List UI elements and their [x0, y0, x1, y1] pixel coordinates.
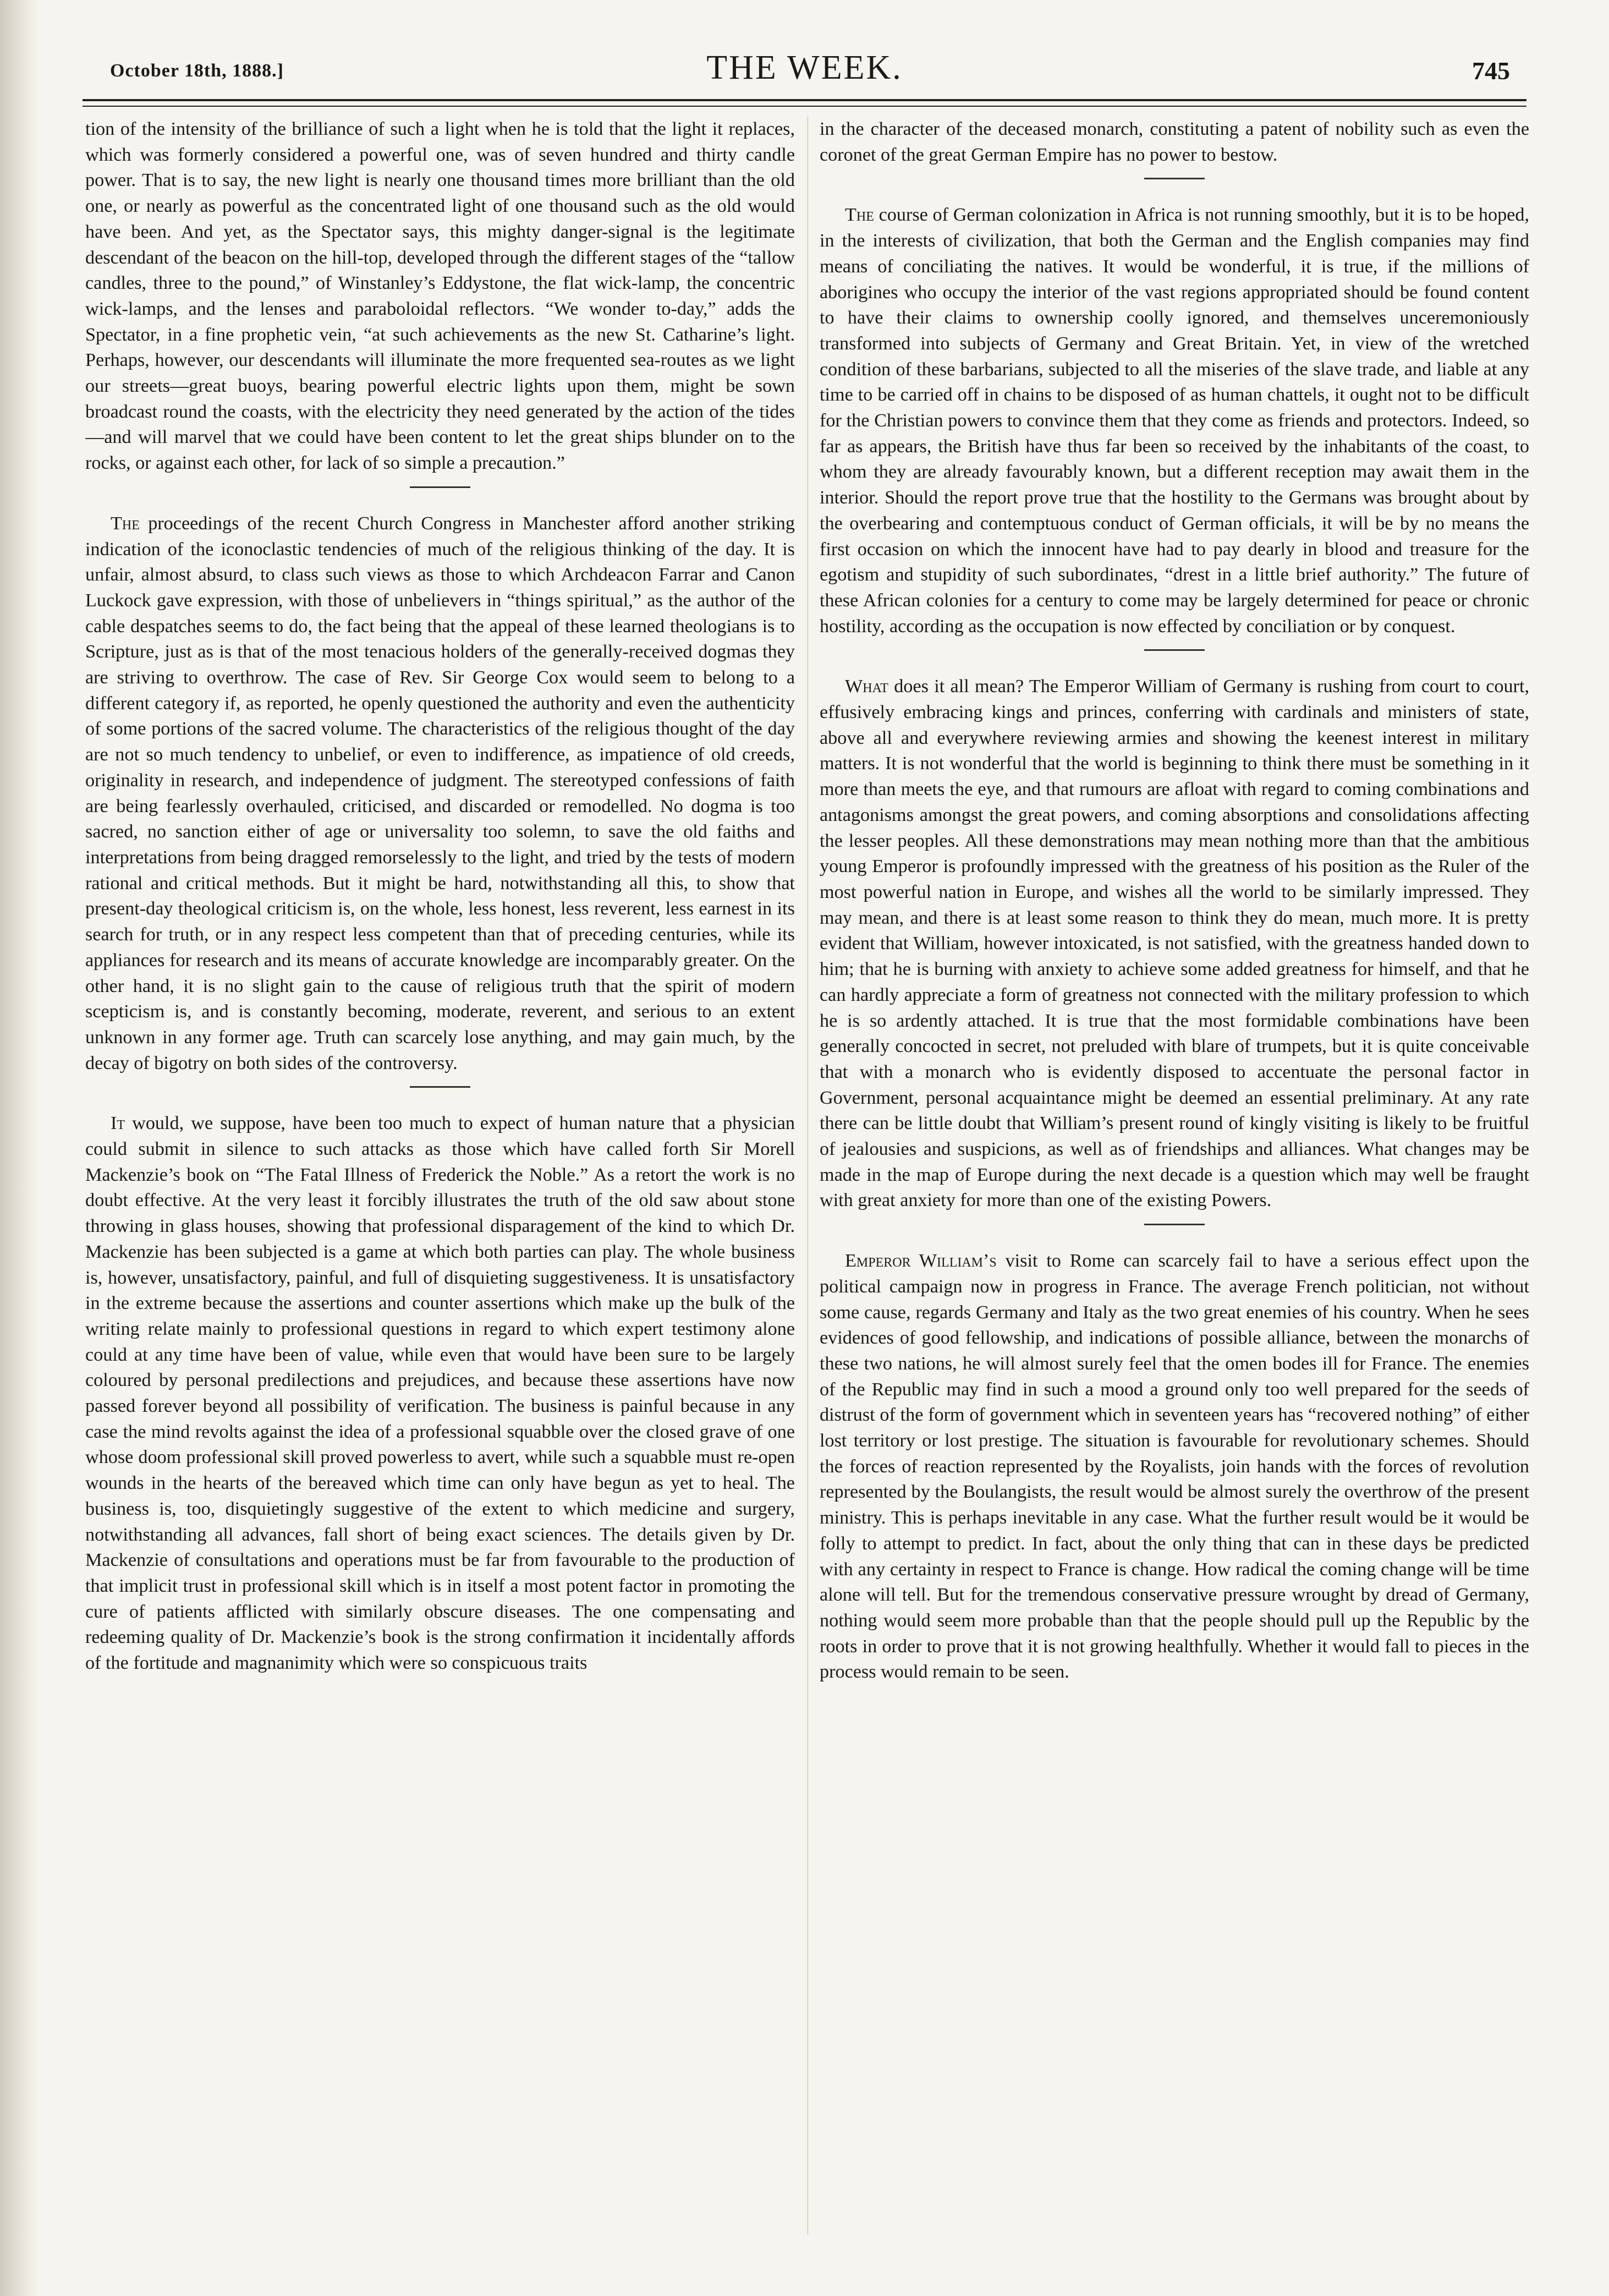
paragraph-body: would, we suppose, have been too much to expect of human nature that a physician could submit in silence to such attacks as those which have called forth Sir Morell Mackenzie’s book on “The Fatal Illness of Frederick the Noble.” As a retort the work is no doubt effective. At the very least it forcibly illustrates the truth of the old saw about stone throwing in glass houses, showing that professional disparagement of the kind to which Dr. Mackenzie has been subjected is a game at which both parties can play. The whole business is, however, unsatisfactory, painful, and full of disquieting suggestiveness. It is unsatisfactory in the extreme because the assertions and counter assertions which make up the bulk of the writing relate mainly to professional questions in regard to which expert testimony alone could at any time have been of value, while even that would have been sure to be largely coloured by personal predilections and prejudices, and because these assertions have now passed forever beyond all possibility of verification. The business is painful because in any case the mind revolts against the idea of a professional squabble over the closed grave of one whose doom professional skill proved powerless to avert, while such a squabble must re-open wounds in the hearts of the bereaved which time can only have begun as yet to heal. The business is, too, disquietingly suggestive of the extent to which medicine and surgery, notwithstanding all advances, fall short of being exact sciences. The details given by Dr. Mackenzie of consultations and operations must be far from favourable to the production of that implicit trust in professional skill which is in itself a most potent factor in promoting the cure of patients afflicted with similarly obscure diseases. The one compensating and redeeming quality of Dr. Mackenzie’s book is the strong confirmation it incidentally affords of the fortitude and magnanimity which were so conspicuous traits	[85, 1113, 795, 1674]
section-separator	[1144, 178, 1205, 179]
lead-word: What	[845, 676, 888, 697]
paragraph-mackenzie-book	[85, 1111, 795, 1676]
paragraph-german-colonization	[820, 202, 1529, 639]
lead-word: The	[111, 513, 140, 534]
paragraph-body: course of German colonization in Africa is not running smoothly, but it is to be hoped, in the interests of civilization, that both the German and the English companies may find means of conciliating the natives. It would be wonderful, it is true, if the millions of aborigines who occupy the interior of the vast regions appropriated should be found content to have their claims to ownership coolly ignored, and themselves unceremoniously transformed into subjects of Germany and Great Britain. Yet, in view of the wretched condition of these barbarians, subjected to all the miseries of the slave trade, and liable at any time to be carried off in chains to be disposed of as human chattels, it ought not to be difficult for the Christian powers to convince them that they come as friends and protectors. Indeed, so far as appears, the British have thus far been so received by the inhabitants of the coast, to whom they are already favourably known, but a different reception may await them in the interior. Should the report prove true that the hostility to the Germans was brought about by the overbearing and contemptuous conduct of German officials, it will be by no means the first occasion on which the innocent have had to pay dearly in blood and treasure for the egotism and stupidity of such subordinates, “drest in a little brief authority.” The future of these African colonies for a century to come may be largely determined for peace or chronic hostility, according as the occupation is now effected by conciliation or by conquest.	[820, 205, 1529, 637]
section-separator	[1144, 649, 1205, 651]
header-date: October 18th, 1888.]	[110, 61, 284, 81]
section-separator	[1144, 1224, 1205, 1225]
left-column	[85, 117, 795, 2240]
section-separator	[410, 1086, 470, 1088]
lead-word: The	[845, 205, 874, 226]
paragraph-emperor-william	[820, 674, 1529, 1214]
masthead-title: THE WEEK.	[706, 49, 903, 86]
page-number: 745	[1472, 57, 1510, 85]
paragraph-body: proceedings of the recent Church Congress in Manchester afford another striking indication of the iconoclastic tendencies of much of the religious thinking of the day. It is unfair, almost absurd, to class such views as those to which Archdeacon Farrar and Canon Luckock gave expression, with those of unbelievers in “things spiritual,” as the author of the cable despatches seems to do, the fact being that the appeal of these learned theologians is to Scripture, just as is that of the most tenacious holders of the generally-received dogmas they are striving to overthrow. The case of Rev. Sir George Cox would seem to belong to a different category if, as reported, he openly questioned the authority and even the authenticity of some portions of the sacred volume. The characteristics of the religious thought of the day are not so much tendency to unbelief, or even to indifference, as impatience of old creeds, originality in research, and independence of judgment. The stereotyped confessions of faith are being fearlessly overhauled, criticised, and discarded or remodelled. No dogma is too sacred, no sanction either of age or universality too solemn, to save the old faiths and interpretations from being dragged remorselessly to the light, and tried by the tests of modern rational and critical methods. But it might be hard, notwithstanding all this, to show that present-day theological criticism is, on the whole, less honest, less reverent, less earnest in its search for truth, or in any respect less competent than that of preceding centuries, while its appliances for research and its means of accurate knowledge are incomparably greater. On the other hand, it is no slight gain to the cause of religious truth that the spirit of modern scepticism is, and is constantly becoming, moderate, reverent, and serious to an extent unknown in any former age. Truth can scarcely lose anything, and may gain much, by the decay of bigotry on both sides of the controversy.	[85, 513, 795, 1073]
right-column	[820, 117, 1529, 2240]
page-header	[77, 48, 1532, 98]
page-spine-shadow	[0, 0, 39, 2296]
lead-word: Emperor William’s	[845, 1251, 997, 1272]
lead-word: It	[111, 1113, 125, 1134]
section-separator	[410, 486, 470, 488]
header-rule-thick	[83, 99, 1526, 101]
paragraph-lighthouse-continued: tion of the intensity of the brilliance of such a light when he is told that the light it replaces, which was formerly considered a powerful one, was of seven hundred and thirty candle power. That is to say, the new light is nearly one thousand times more brilliant than the old one, or nearly as powerful as the concentrated light of one thousand such as the old would have been. And yet, as the Spectator says, this mighty danger-signal is the legitimate descendant of the beacon on the hill-top, developed through the different stages of the “tallow candles, three to the pound,” of Winstanley’s Eddystone, the flat wick-lamp, the concentric wick-lamps, and the lenses and paraboloidal reflectors. “We wonder to-day,” adds the Spectator, in a fine prophetic vein, “at such achievements as the new St. Catharine’s light. Perhaps, however, our descendants will illuminate the more frequented sea-routes as we light our streets—great buoys, bearing powerful electric lights upon them, might be sown broadcast round the coasts, with the electricity they need generated by the action of the tides —and will marvel that we could have been content to let the great ships blunder on to the rocks, or against each other, for lack of so simple a precaution.”	[85, 119, 795, 474]
paragraph-rome-visit	[820, 1248, 1529, 1685]
header-rule-thin	[83, 106, 1526, 107]
paragraph-body: visit to Rome can scarcely fail to have a serious effect upon the political campaign now in progress in France. The average French politician, not without some cause, regards Germany and Italy as the two great enemies of his country. When he sees evidences of good fellowship, and indications of possible alliance, between the monarchs of these two nations, he will almost surely feel that the omen bodes ill for France. The enemies of the Republic may find in such a mood a ground only too well prepared for the seeds of distrust of the form of government which in seventeen years has “recovered nothing” of either lost territory or lost prestige. The situation is favourable for revolutionary schemes. Should the forces of reaction represented by the Royalists, join hands with the forces of revolution represented by the Boulangists, the result would be almost surely the overthrow of the present ministry. This is perhaps inevitable in any case. What the further result would be it would be folly to attempt to predict. In fact, about the only thing that can in these days be predicted with any certainty in respect to France is change. How radical the coming change will be time alone will tell. But for the tremendous conservative pressure wrought by dread of Germany, nothing would seem more probable than that the people should pull up the Republic by the roots in order to prove that it is not growing healthfully. Whether it would fall to pieces in the process would remain to be seen.	[820, 1251, 1529, 1683]
paragraph-mackenzie-continued: in the character of the deceased monarch, constituting a patent of nobility such as even the coronet of the great German Empire has no power to bestow.	[820, 119, 1529, 165]
paragraph-body: does it all mean? The Emperor William of Germany is rushing from court to court, effusively embracing kings and princes, conferring with cardinals and ministers of state, above all and everywhere reviewing armies and showing the keenest interest in military matters. It is not wonderful that the world is beginning to think there must be something in it more than meets the eye, and that rumours are afloat with regard to coming combinations and antagonisms amongst the great powers, and coming absorptions and consolidations affecting the lesser peoples. All these demonstrations may mean nothing more than that the ambitious young Emperor is profoundly impressed with the greatness of his position as the Ruler of the most powerful nation in Europe, and wishes all the world to be similarly impressed. They may mean, and there is at least some reason to think they do mean, much more. It is pretty evident that William, however intoxicated, is not satisfied, with the greatness handed down to him; that he is burning with anxiety to achieve some added greatness for himself, and that he can hardly appreciate a form of greatness not connected with the military profession to which he is so ardently attached. It is true that the most formidable combinations have been generally concocted in secret, not preluded with blare of trumpets, but it is quite conceivable that with a monarch who is evidently disposed to accentuate the personal factor in Government, personal acquaintance might be deemed an essential preliminary. At any rate there can be little doubt that William’s present round of kingly visiting is likely to be fruitful of jealousies and suspicions, as well as of friendships and alliances. What changes may be made in the map of Europe during the next decade is a question which may well be fraught with great anxiety for more than one of the existing Powers.	[820, 676, 1529, 1211]
paragraph-church-congress	[85, 511, 795, 1076]
